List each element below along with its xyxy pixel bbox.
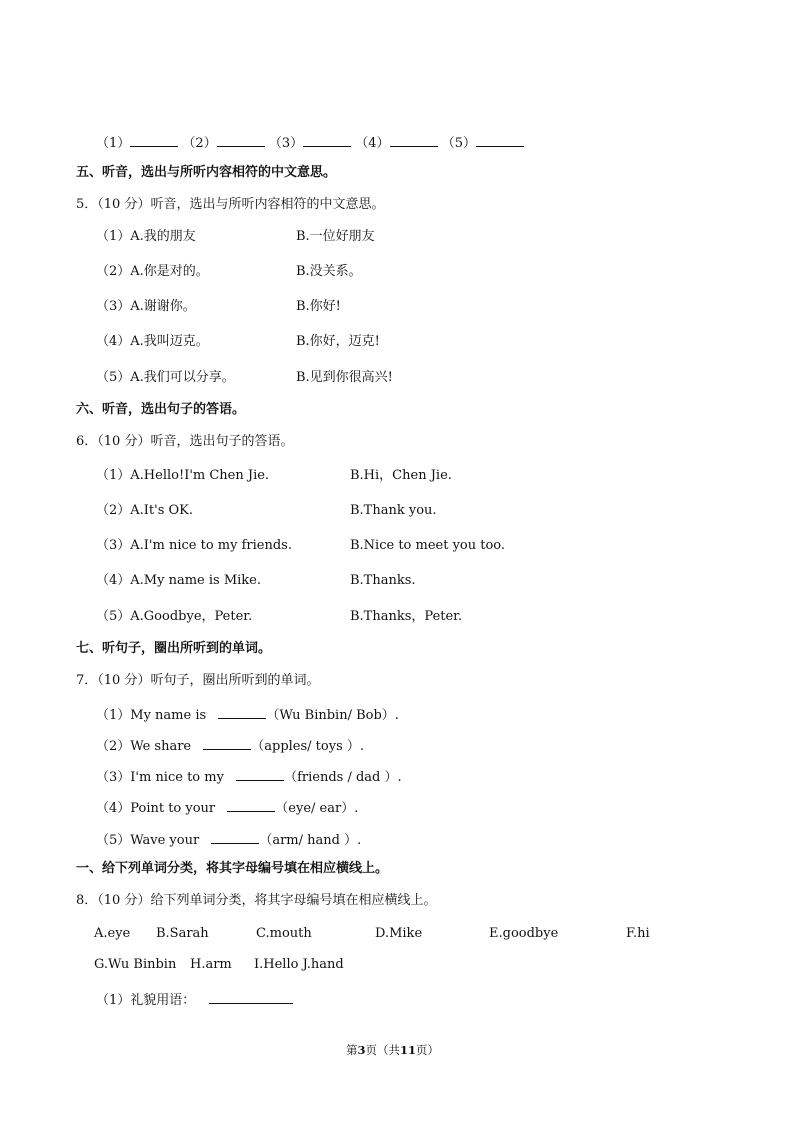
word-bank-item: A.eye — [94, 926, 131, 941]
sentence-start: （5）Wave your — [96, 833, 200, 848]
option-b: B.一位好朋友 — [296, 229, 375, 244]
fill-sentence — [96, 735, 364, 756]
word-choices: （apples/ toys ）. — [251, 739, 365, 754]
option-a: （2）A.It's OK. — [96, 503, 194, 518]
answer-blank[interactable] — [303, 132, 351, 147]
sentence-start: （2）We share — [96, 739, 192, 754]
fill-sentence — [96, 829, 361, 850]
option-a: （2）A.你是对的。 — [96, 264, 209, 279]
option-b: B.你好，迈克! — [296, 334, 380, 349]
section-title: 六、听音，选出句子的答语。 — [76, 402, 246, 417]
option-b: B.你好! — [296, 299, 341, 314]
answer-blank[interactable] — [211, 829, 259, 844]
word-bank-item: B.Sarah — [156, 926, 209, 941]
option-b: B.没关系。 — [296, 264, 362, 279]
category-label: （1）礼貌用语： — [96, 993, 196, 1008]
blank-label: （4） — [355, 136, 390, 151]
fill-sentence — [96, 797, 358, 818]
option-b: B.Thanks. — [350, 573, 416, 588]
option-a: （1）A.我的朋友 — [96, 229, 196, 244]
section-title: 五、听音，选出与所听内容相符的中文意思。 — [76, 165, 337, 180]
option-a: （3）A.谢谢你。 — [96, 299, 196, 314]
sentence-start: （4）Point to your — [96, 801, 216, 816]
question-stem: 7．（10 分）听句子，圈出所听到的单词。 — [76, 673, 320, 688]
sentence-start: （1）My name is — [96, 708, 207, 723]
page-total: 11 — [400, 1043, 417, 1057]
sentence-start: （3）I'm nice to my — [96, 770, 224, 785]
word-bank-item: F.hi — [626, 926, 650, 941]
option-a: （5）A.Goodbye，Peter. — [96, 609, 253, 624]
option-a: （5）A.我们可以分享。 — [96, 370, 235, 385]
footer-text: 页） — [416, 1043, 440, 1057]
option-b: B.Thanks，Peter. — [350, 609, 463, 624]
word-bank-item: C.mouth — [256, 926, 312, 941]
answer-blank[interactable] — [390, 132, 438, 147]
answer-blank[interactable] — [209, 989, 293, 1004]
option-b: B.见到你很高兴! — [296, 370, 393, 385]
answer-blank[interactable] — [476, 132, 524, 147]
word-bank-item: E.goodbye — [489, 926, 559, 941]
option-a: （3）A.I'm nice to my friends. — [96, 538, 292, 553]
word-bank-item: I.Hello J.hand — [254, 957, 344, 972]
page-number: 3 — [357, 1043, 366, 1057]
footer-text: 页（共 — [365, 1043, 401, 1057]
answer-blanks-row — [96, 132, 524, 153]
option-b: B.Thank you. — [350, 503, 437, 518]
blank-label: （3） — [268, 136, 304, 151]
word-bank-item: G.Wu Binbin — [94, 957, 177, 972]
answer-blank[interactable] — [203, 735, 251, 750]
answer-blank[interactable] — [130, 132, 178, 147]
footer-text: 第 — [346, 1043, 358, 1057]
answer-blank[interactable] — [236, 766, 284, 781]
option-a: （4）A.我叫迈克。 — [96, 334, 209, 349]
option-b: B.Hi，Chen Jie. — [350, 468, 452, 483]
question-stem: 5．（10 分）听音，选出与所听内容相符的中文意思。 — [76, 197, 385, 212]
question-stem: 6．（10 分）听音，选出句子的答语。 — [76, 434, 294, 449]
category-line — [96, 989, 293, 1010]
option-a: （4）A.My name is Mike. — [96, 573, 261, 588]
word-choices: （arm/ hand ）. — [259, 833, 362, 848]
word-choices: （eye/ ear）. — [275, 801, 359, 816]
word-choices: （friends / dad ）. — [284, 770, 402, 785]
question-stem: 8．（10 分）给下列单词分类，将其字母编号填在相应横线上。 — [76, 893, 437, 908]
answer-blank[interactable] — [218, 704, 266, 719]
option-b: B.Nice to meet you too. — [350, 538, 506, 553]
word-choices: （Wu Binbin/ Bob）. — [266, 708, 399, 723]
page-footer — [346, 1041, 439, 1059]
fill-sentence — [96, 704, 399, 725]
word-bank-item: D.Mike — [375, 926, 423, 941]
option-a: （1）A.Hello!I'm Chen Jie. — [96, 468, 270, 483]
blank-label: （1） — [96, 136, 131, 151]
blank-label: （5） — [441, 136, 476, 151]
section-title: 一、给下列单词分类，将其字母编号填在相应横线上。 — [76, 861, 389, 876]
section-title: 七、听句子，圈出所听到的单词。 — [76, 641, 272, 656]
answer-blank[interactable] — [217, 132, 265, 147]
word-bank-item: H.arm — [190, 957, 232, 972]
blank-label: （2） — [182, 136, 217, 151]
answer-blank[interactable] — [227, 797, 275, 812]
fill-sentence — [96, 766, 402, 787]
